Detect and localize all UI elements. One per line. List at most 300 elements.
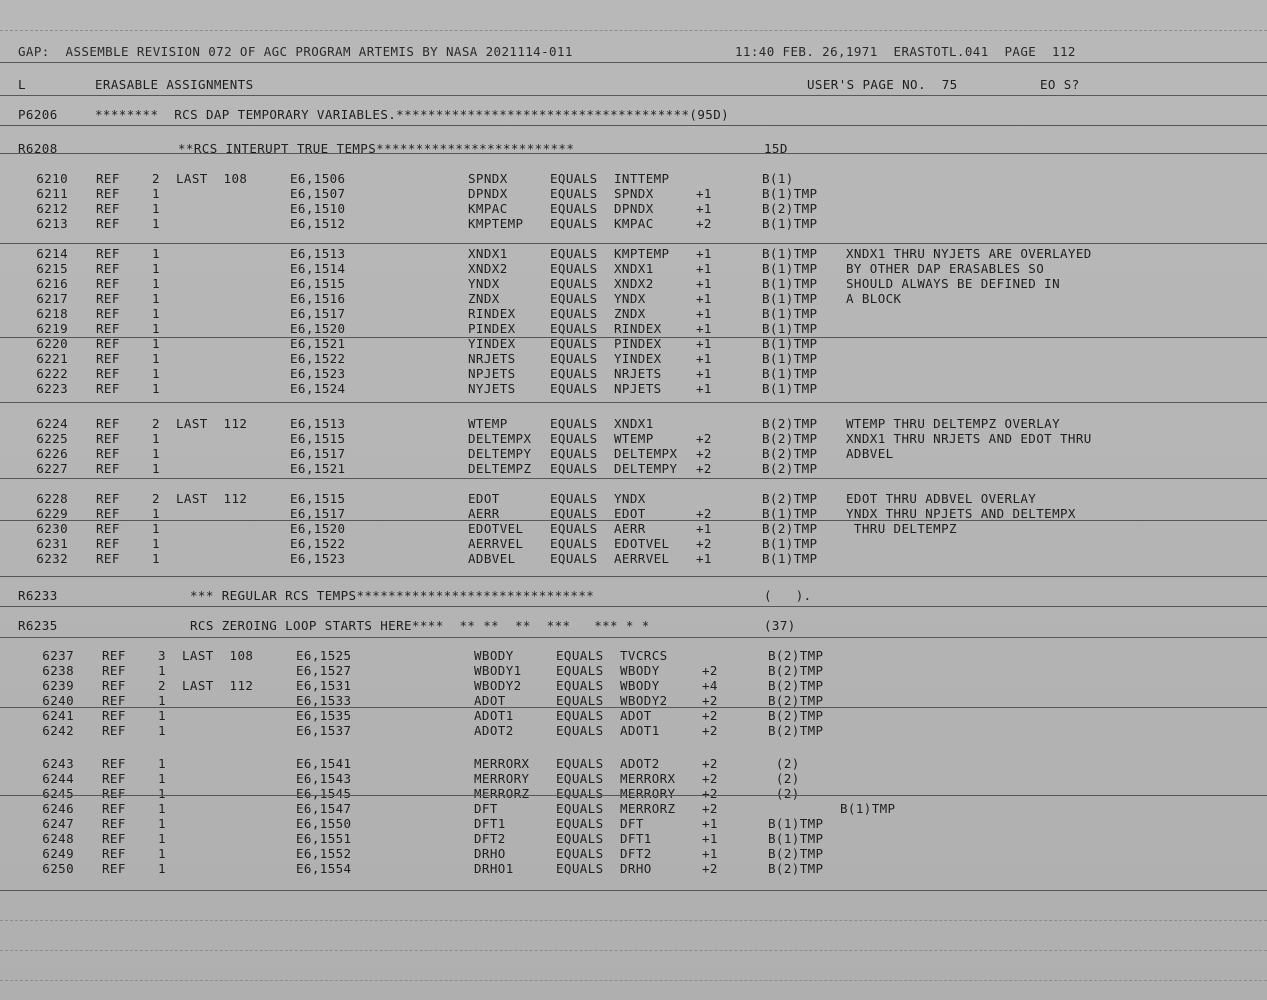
section-tag: EO S? (1040, 77, 1080, 92)
erasable-address: E6,1537 (296, 723, 352, 738)
erasable-address: E6,1514 (290, 261, 346, 276)
equals-op: EQUALS (556, 663, 604, 678)
symbol-name: WTEMP (468, 416, 508, 431)
equals-op: EQUALS (550, 446, 598, 461)
comment-row (0, 618, 1267, 634)
operand: DELTEMPY (614, 461, 678, 476)
line-number: 6214 (36, 246, 68, 261)
last-ref: LAST 108 (182, 648, 254, 663)
line-number: 6213 (36, 216, 68, 231)
last-ref: LAST 112 (182, 678, 254, 693)
line-number: 6228 (36, 491, 68, 506)
increment: +1 (696, 246, 712, 261)
ref-count: 1 (152, 201, 160, 216)
memory-type: B(1) (762, 171, 794, 186)
ref-count: 1 (158, 771, 166, 786)
ref-count: 2 (152, 171, 160, 186)
operand: NRJETS (614, 366, 662, 381)
operand: KMPTEMP (614, 246, 670, 261)
row-comment: THRU DELTEMPZ (846, 521, 957, 536)
erasable-address: E6,1517 (290, 446, 346, 461)
increment: +2 (696, 461, 712, 476)
memory-type: B(1)TMP (762, 336, 818, 351)
equals-op: EQUALS (556, 678, 604, 693)
ref-keyword: REF (96, 366, 120, 381)
last-ref: LAST 112 (176, 491, 248, 506)
section-title: ERASABLE ASSIGNMENTS (95, 77, 254, 92)
equals-op: EQUALS (556, 648, 604, 663)
table-row (0, 171, 1267, 187)
line-number: R6208 (18, 141, 58, 156)
table-row (0, 201, 1267, 217)
ref-keyword: REF (96, 336, 120, 351)
ref-keyword: REF (102, 861, 126, 876)
comment-text: ******** RCS DAP TEMPORARY VARIABLES.*************************************(95D) (95, 107, 730, 122)
faint-rule (0, 950, 1267, 951)
memory-type: B(2)TMP (768, 693, 824, 708)
ref-count: 1 (152, 381, 160, 396)
row-comment: XNDX1 THRU NRJETS AND EDOT THRU (846, 431, 1092, 446)
erasable-address: E6,1552 (296, 846, 352, 861)
increment: +2 (696, 431, 712, 446)
ref-count: 1 (158, 801, 166, 816)
ref-keyword: REF (96, 446, 120, 461)
increment: +1 (696, 201, 712, 216)
line-number: 6238 (42, 663, 74, 678)
memory-type: B(1)TMP (762, 321, 818, 336)
increment: +2 (702, 708, 718, 723)
erasable-address: E6,1510 (290, 201, 346, 216)
memory-type: B(1)TMP (762, 186, 818, 201)
symbol-name: WBODY1 (474, 663, 522, 678)
ref-count: 2 (152, 491, 160, 506)
memory-type: B(2)TMP (768, 648, 824, 663)
increment: +4 (702, 678, 718, 693)
increment: +1 (702, 846, 718, 861)
last-ref: LAST 112 (176, 416, 248, 431)
ref-count: 1 (158, 756, 166, 771)
memory-type: B(1)TMP (762, 306, 818, 321)
symbol-name: DPNDX (468, 186, 508, 201)
operand: MERRORY (620, 786, 676, 801)
ref-count: 1 (152, 351, 160, 366)
table-row (0, 276, 1267, 292)
erasable-address: E6,1533 (296, 693, 352, 708)
symbol-name: DELTEMPZ (468, 461, 532, 476)
erasable-address: E6,1521 (290, 336, 346, 351)
faint-rule (0, 920, 1267, 921)
operand: SPNDX (614, 186, 654, 201)
symbol-name: WBODY (474, 648, 514, 663)
increment: +2 (696, 446, 712, 461)
equals-op: EQUALS (550, 201, 598, 216)
line-number: 6219 (36, 321, 68, 336)
ref-keyword: REF (96, 246, 120, 261)
memory-type: B(2)TMP (762, 446, 818, 461)
erasable-address: E6,1525 (296, 648, 352, 663)
equals-op: EQUALS (550, 246, 598, 261)
print-rule (0, 606, 1267, 607)
table-row (0, 816, 1267, 832)
ref-keyword: REF (96, 351, 120, 366)
increment: +2 (702, 756, 718, 771)
equals-op: EQUALS (556, 723, 604, 738)
operand: MERRORX (620, 771, 676, 786)
table-row (0, 756, 1267, 772)
symbol-name: DELTEMPX (468, 431, 532, 446)
symbol-name: YINDEX (468, 336, 516, 351)
table-row (0, 366, 1267, 382)
equals-op: EQUALS (550, 261, 598, 276)
table-row (0, 648, 1267, 664)
line-number: 6250 (42, 861, 74, 876)
symbol-name: MERRORX (474, 756, 530, 771)
print-rule (0, 576, 1267, 577)
comment-row (0, 141, 1267, 157)
table-row (0, 678, 1267, 694)
operand: WBODY2 (620, 693, 668, 708)
memory-type: B(1)TMP (762, 276, 818, 291)
section-label: L (18, 77, 26, 92)
equals-op: EQUALS (550, 171, 598, 186)
increment: +1 (696, 521, 712, 536)
table-row (0, 321, 1267, 337)
symbol-name: PINDEX (468, 321, 516, 336)
increment: +1 (696, 336, 712, 351)
operand: NPJETS (614, 381, 662, 396)
memory-type: B(2)TMP (768, 861, 824, 876)
symbol-name: YNDX (468, 276, 500, 291)
table-row (0, 801, 1267, 817)
line-number: 6239 (42, 678, 74, 693)
erasable-address: E6,1545 (296, 786, 352, 801)
symbol-name: NYJETS (468, 381, 516, 396)
operand: XNDX1 (614, 261, 654, 276)
operand: DFT2 (620, 846, 652, 861)
ref-count: 1 (158, 816, 166, 831)
print-rule (0, 243, 1267, 244)
memory-type: B(1)TMP (762, 216, 818, 231)
equals-op: EQUALS (556, 816, 604, 831)
ref-keyword: REF (96, 381, 120, 396)
erasable-address: E6,1527 (296, 663, 352, 678)
erasable-address: E6,1517 (290, 506, 346, 521)
erasable-address: E6,1550 (296, 816, 352, 831)
ref-count: 1 (158, 663, 166, 678)
ref-count: 1 (152, 276, 160, 291)
line-number: 6248 (42, 831, 74, 846)
memory-type: B(2)TMP (762, 461, 818, 476)
ref-count: 2 (152, 416, 160, 431)
symbol-name: DFT (474, 801, 498, 816)
line-number: 6221 (36, 351, 68, 366)
erasable-address: E6,1507 (290, 186, 346, 201)
operand: DRHO (620, 861, 652, 876)
operand: XNDX2 (614, 276, 654, 291)
last-ref: LAST 108 (176, 171, 248, 186)
memory-type: (2) (768, 756, 800, 771)
ref-count: 1 (158, 786, 166, 801)
table-row (0, 521, 1267, 537)
increment: +1 (702, 831, 718, 846)
ref-count: 1 (158, 723, 166, 738)
memory-type: B(2)TMP (762, 201, 818, 216)
equals-op: EQUALS (550, 216, 598, 231)
table-row (0, 186, 1267, 202)
symbol-name: DFT1 (474, 816, 506, 831)
ref-keyword: REF (102, 693, 126, 708)
equals-op: EQUALS (556, 693, 604, 708)
user-page-number: USER'S PAGE NO. 75 (807, 77, 958, 92)
erasable-address: E6,1524 (290, 381, 346, 396)
symbol-name: NRJETS (468, 351, 516, 366)
symbol-name: DFT2 (474, 831, 506, 846)
line-number: 6218 (36, 306, 68, 321)
line-number: 6222 (36, 366, 68, 381)
ref-keyword: REF (96, 416, 120, 431)
print-rule (0, 95, 1267, 96)
line-number: 6220 (36, 336, 68, 351)
symbol-name: AERRVEL (468, 536, 524, 551)
equals-op: EQUALS (556, 708, 604, 723)
symbol-name: MERRORY (474, 771, 530, 786)
erasable-address: E6,1512 (290, 216, 346, 231)
line-number: 6246 (42, 801, 74, 816)
ref-keyword: REF (96, 186, 120, 201)
equals-op: EQUALS (550, 366, 598, 381)
operand: DPNDX (614, 201, 654, 216)
ref-count: 1 (152, 431, 160, 446)
table-row (0, 461, 1267, 477)
symbol-name: KMPAC (468, 201, 508, 216)
erasable-address: E6,1520 (290, 321, 346, 336)
equals-op: EQUALS (550, 351, 598, 366)
memory-type: B(1)TMP (762, 506, 818, 521)
ref-keyword: REF (102, 786, 126, 801)
increment: +1 (702, 816, 718, 831)
erasable-address: E6,1516 (290, 291, 346, 306)
table-row (0, 491, 1267, 507)
memory-type: B(1)TMP (768, 816, 824, 831)
print-rule (0, 478, 1267, 479)
operand: DELTEMPX (614, 446, 678, 461)
increment: +1 (696, 306, 712, 321)
line-number: 6247 (42, 816, 74, 831)
ref-keyword: REF (96, 461, 120, 476)
ref-count: 1 (152, 186, 160, 201)
memory-type: B(1)TMP (762, 261, 818, 276)
equals-op: EQUALS (550, 381, 598, 396)
line-number: 6249 (42, 846, 74, 861)
equals-op: EQUALS (550, 186, 598, 201)
memory-type: B(1)TMP (762, 291, 818, 306)
symbol-name: AERR (468, 506, 500, 521)
line-number: 6211 (36, 186, 68, 201)
erasable-address: E6,1531 (296, 678, 352, 693)
erasable-address: E6,1547 (296, 801, 352, 816)
line-number: 6237 (42, 648, 74, 663)
ref-count: 1 (152, 216, 160, 231)
symbol-name: DRHO (474, 846, 506, 861)
ref-keyword: REF (96, 276, 120, 291)
line-number: 6212 (36, 201, 68, 216)
increment: +2 (702, 771, 718, 786)
memory-type: B(1)TMP (768, 831, 824, 846)
memory-type: B(2)TMP (762, 416, 818, 431)
table-row (0, 416, 1267, 432)
increment: +1 (696, 321, 712, 336)
erasable-address: E6,1523 (290, 366, 346, 381)
symbol-name: KMPTEMP (468, 216, 524, 231)
listing-header (0, 44, 1267, 60)
print-rule (0, 62, 1267, 63)
operand: DFT (620, 816, 644, 831)
memory-type: B(1)TMP (762, 551, 818, 566)
ref-keyword: REF (102, 756, 126, 771)
operand: AERRVEL (614, 551, 670, 566)
table-row (0, 771, 1267, 787)
ref-count: 1 (158, 831, 166, 846)
line-number: 6216 (36, 276, 68, 291)
line-number: P6206 (18, 107, 58, 122)
erasable-address: E6,1551 (296, 831, 352, 846)
symbol-name: MERRORZ (474, 786, 530, 801)
faint-rule (0, 30, 1267, 31)
erasable-address: E6,1515 (290, 276, 346, 291)
table-row (0, 786, 1267, 802)
equals-op: EQUALS (556, 756, 604, 771)
ref-keyword: REF (96, 291, 120, 306)
erasable-address: E6,1535 (296, 708, 352, 723)
erasable-address: E6,1554 (296, 861, 352, 876)
memory-type: B(2)TMP (768, 723, 824, 738)
ref-keyword: REF (102, 831, 126, 846)
line-number: 6225 (36, 431, 68, 446)
symbol-name: SPNDX (468, 171, 508, 186)
ref-keyword: REF (96, 536, 120, 551)
operand: EDOTVEL (614, 536, 670, 551)
increment: +1 (696, 261, 712, 276)
table-row (0, 246, 1267, 262)
ref-keyword: REF (96, 306, 120, 321)
symbol-name: ADOT2 (474, 723, 514, 738)
line-number: 6241 (42, 708, 74, 723)
ref-count: 1 (158, 693, 166, 708)
memory-type: B(2)TMP (768, 663, 824, 678)
symbol-name: ADOT1 (474, 708, 514, 723)
faint-rule (0, 980, 1267, 981)
increment: +1 (696, 186, 712, 201)
table-row (0, 261, 1267, 277)
line-number: 6226 (36, 446, 68, 461)
line-number: 6231 (36, 536, 68, 551)
print-rule (0, 402, 1267, 403)
memory-type: B(2)TMP (762, 491, 818, 506)
memory-type: B(1)TMP (762, 366, 818, 381)
ref-keyword: REF (102, 708, 126, 723)
line-number: 6245 (42, 786, 74, 801)
ref-keyword: REF (96, 551, 120, 566)
symbol-name: ADOT (474, 693, 506, 708)
operand: AERR (614, 521, 646, 536)
line-number: R6235 (18, 618, 58, 633)
ref-keyword: REF (96, 506, 120, 521)
equals-op: EQUALS (556, 771, 604, 786)
symbol-name: DRHO1 (474, 861, 514, 876)
row-comment: XNDX1 THRU NYJETS ARE OVERLAYED (846, 246, 1092, 261)
table-row (0, 351, 1267, 367)
table-row (0, 291, 1267, 307)
line-number: 6223 (36, 381, 68, 396)
equals-op: EQUALS (550, 491, 598, 506)
assembly-title: GAP: ASSEMBLE REVISION 072 OF AGC PROGRAM ARTEMIS BY NASA 2021114-011 (18, 44, 573, 59)
line-number: 6229 (36, 506, 68, 521)
table-row (0, 663, 1267, 679)
ref-keyword: REF (96, 171, 120, 186)
memory-type: B(2)TMP (768, 846, 824, 861)
increment: +2 (702, 786, 718, 801)
ref-count: 1 (152, 521, 160, 536)
row-comment: BY OTHER DAP ERASABLES SO (846, 261, 1045, 276)
line-number: 6210 (36, 171, 68, 186)
symbol-name: WBODY2 (474, 678, 522, 693)
table-row (0, 846, 1267, 862)
ref-count: 1 (152, 446, 160, 461)
comment-row (0, 588, 1267, 604)
erasable-address: E6,1541 (296, 756, 352, 771)
symbol-name: DELTEMPY (468, 446, 532, 461)
ref-keyword: REF (102, 723, 126, 738)
operand: KMPAC (614, 216, 654, 231)
row-comment: B(1)TMP (840, 801, 896, 816)
operand: YNDX (614, 491, 646, 506)
ref-count: 1 (152, 306, 160, 321)
table-row (0, 708, 1267, 724)
increment: +1 (696, 381, 712, 396)
ref-keyword: REF (96, 321, 120, 336)
operand: RINDEX (614, 321, 662, 336)
table-row (0, 831, 1267, 847)
line-number: 6215 (36, 261, 68, 276)
erasable-address: E6,1506 (290, 171, 346, 186)
erasable-address: E6,1522 (290, 536, 346, 551)
table-row (0, 381, 1267, 397)
ref-count: 1 (152, 461, 160, 476)
operand: PINDEX (614, 336, 662, 351)
symbol-name: EDOTVEL (468, 521, 524, 536)
operand: WBODY (620, 678, 660, 693)
symbol-name: XNDX2 (468, 261, 508, 276)
comment-row (0, 107, 1267, 123)
operand: ADOT2 (620, 756, 660, 771)
print-rule (0, 337, 1267, 338)
ref-keyword: REF (102, 678, 126, 693)
operand: XNDX1 (614, 416, 654, 431)
ref-count: 3 (158, 648, 166, 663)
line-number: 6244 (42, 771, 74, 786)
comment-annotation: (37) (764, 618, 796, 633)
memory-type: B(2)TMP (762, 431, 818, 446)
increment: +2 (702, 801, 718, 816)
print-rule (0, 707, 1267, 708)
ref-count: 1 (152, 506, 160, 521)
print-stamp: 11:40 FEB. 26,1971 ERASTOTL.041 PAGE 112 (735, 44, 1076, 59)
ref-count: 1 (152, 336, 160, 351)
table-row (0, 551, 1267, 567)
ref-keyword: REF (96, 521, 120, 536)
increment: +2 (696, 506, 712, 521)
equals-op: EQUALS (550, 291, 598, 306)
